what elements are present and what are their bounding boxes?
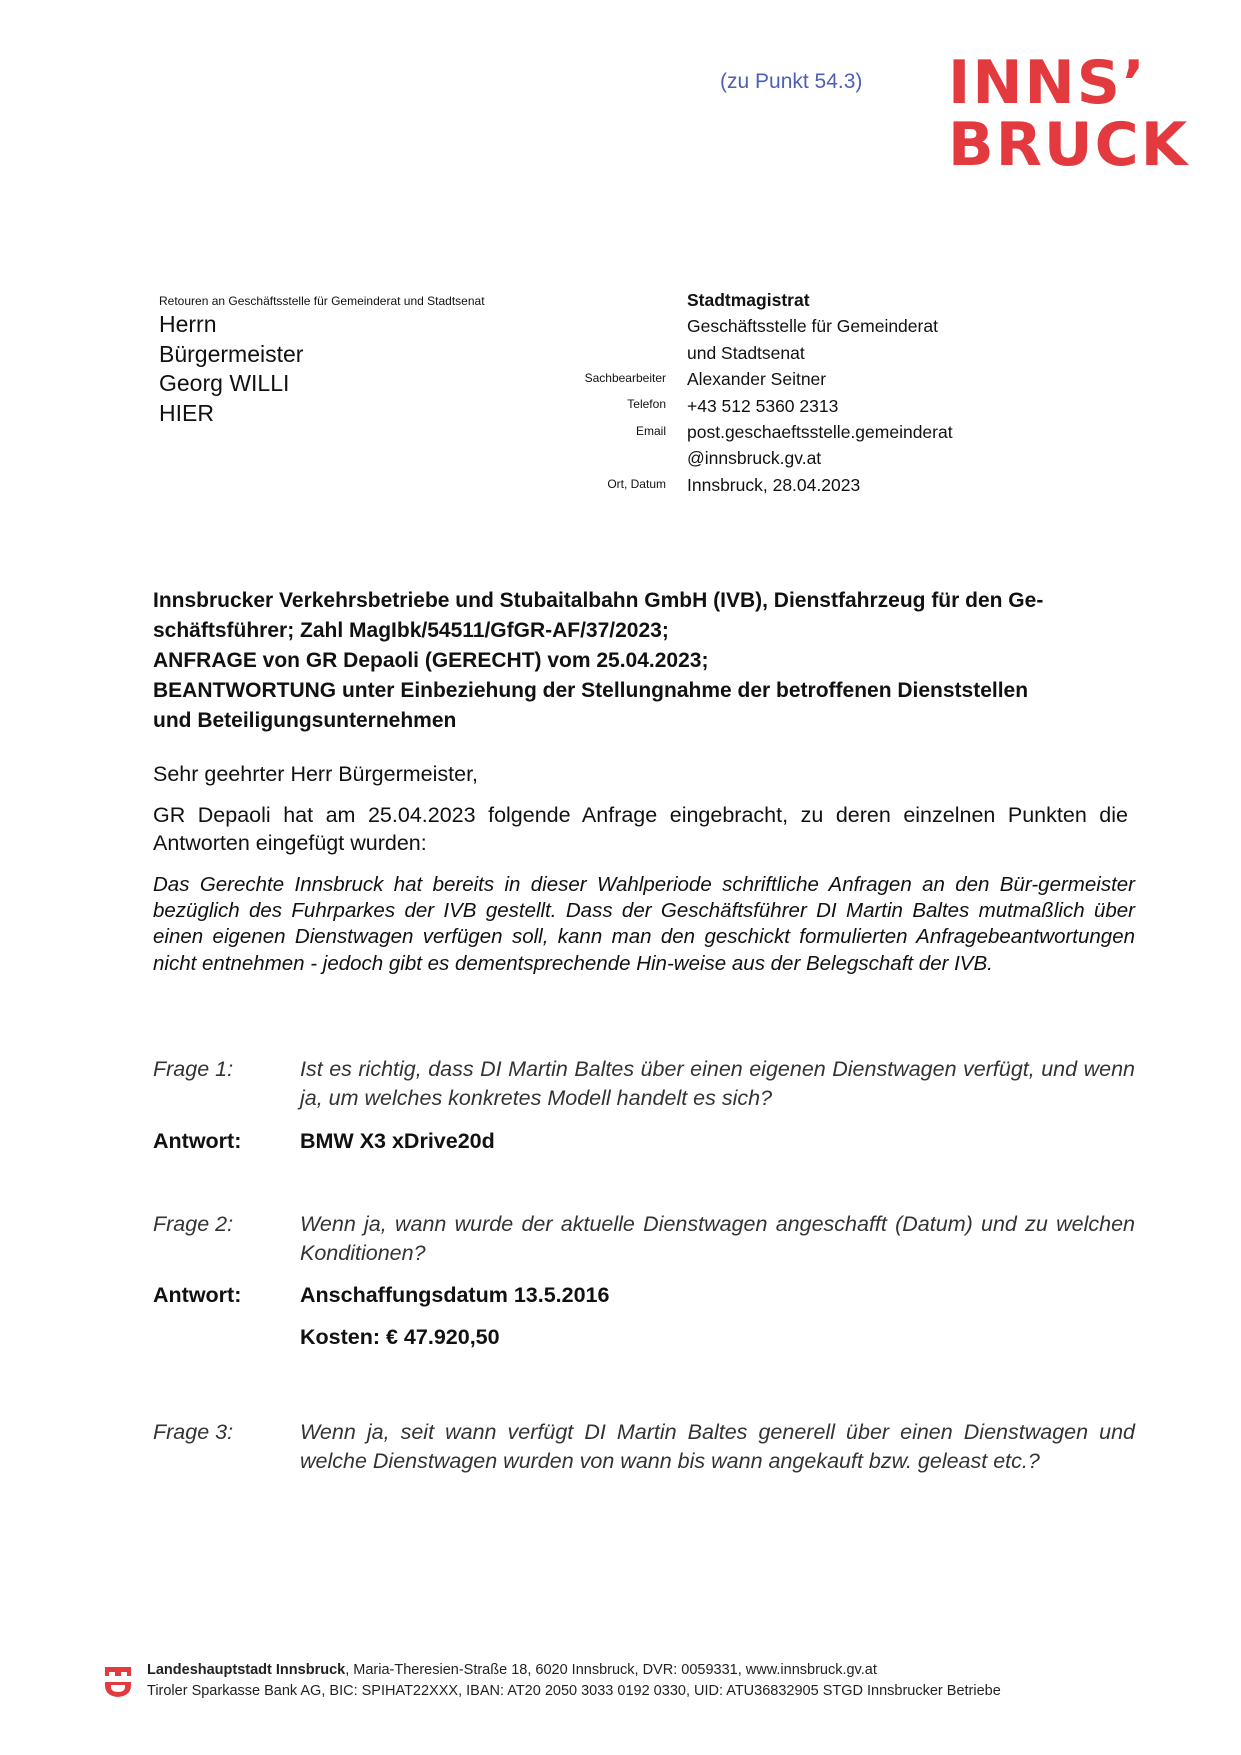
sender-department: und Stadtsenat bbox=[687, 342, 805, 363]
email-address: @innsbruck.gv.at bbox=[687, 448, 822, 469]
inquiry-quote: Das Gerechte Innsbruck hat bereits in dieser Wahlperiode schriftliche Anfragen an den Bür-germeister bezüglich des Fuhrparkes der IVB gestellt. Dass der Geschäftsführer DI Martin Baltes mutmaßlich über einen eigenen Dienstwagen verfügen soll, kann man den geschickt formulierten Anfragebeantwortungen nicht entnehmen - jedoch gibt es dementsprechende Hin-weise aus der Belegschaft der IVB. bbox=[153, 873, 1135, 975]
subject-block bbox=[153, 586, 1143, 736]
answer-text: BMW X3 xDrive20d bbox=[300, 1129, 495, 1153]
return-address-line: Retouren an Geschäftsstelle für Gemeinderat und Stadtsenat bbox=[159, 294, 485, 308]
clerk-label: Sachbearbeiter bbox=[584, 371, 666, 385]
sender-block bbox=[687, 287, 953, 498]
recipient-line: HIER bbox=[159, 399, 214, 426]
place-date-label: Ort, Datum bbox=[607, 477, 666, 491]
question-label: Frage 3: bbox=[153, 1420, 234, 1444]
answer-label: Antwort: bbox=[153, 1283, 242, 1307]
clerk-name: Alexander Seitner bbox=[687, 369, 827, 390]
answer-label: Antwort: bbox=[153, 1129, 242, 1153]
footer bbox=[147, 1660, 1001, 1702]
innsbruck-coat-of-arms-icon bbox=[103, 1663, 133, 1699]
recipient-line: Georg WILLI bbox=[159, 370, 290, 396]
question-text: Wenn ja, wann wurde der aktuelle Dienstwagen angeschafft (Datum) und zu welchen Konditionen? bbox=[300, 1212, 1135, 1265]
innsbruck-logo bbox=[948, 48, 1190, 180]
question-text: Wenn ja, seit wann verfügt DI Martin Baltes generell über einen Dienstwagen und welche Dienstwagen wurden von wann bis wann angekauft bzw. geleast etc.? bbox=[300, 1420, 1135, 1473]
footer-org: Landeshauptstadt Innsbruck bbox=[147, 1662, 346, 1678]
question-label: Frage 2: bbox=[153, 1212, 234, 1236]
email-label: Email bbox=[635, 424, 666, 438]
phone-label: Telefon bbox=[627, 397, 666, 411]
subject-line: schäftsführer; Zahl MagIbk/54511/GfGR-AF/37/2023; bbox=[153, 619, 669, 642]
intro-paragraph: GR Depaoli hat am 25.04.2023 folgende Anfrage eingebracht, zu deren einzelnen Punkten die Antworten eingefügt wurden: bbox=[153, 803, 1128, 855]
logo-line-2: BRUCK bbox=[948, 110, 1190, 180]
question-text: Ist es richtig, dass DI Martin Baltes über einen eigenen Dienstwagen verfügt, und wenn ja, um welches konkretes Modell handelt es sich? bbox=[300, 1057, 1135, 1110]
place-date: Innsbruck, 28.04.2023 bbox=[687, 474, 861, 495]
sender-organisation: Stadtmagistrat bbox=[687, 290, 810, 310]
subject-line: BEANTWORTUNG unter Einbeziehung der Stellungnahme der betroffenen Dienststellen bbox=[153, 679, 1029, 702]
answer-text: Anschaffungsdatum 13.5.2016 bbox=[300, 1283, 610, 1307]
logo-line-1: INNS’ bbox=[948, 48, 1147, 118]
salutation: Sehr geehrter Herr Bürgermeister, bbox=[153, 762, 479, 786]
reference-note: (zu Punkt 54.3) bbox=[720, 70, 863, 93]
answer-text: Kosten: € 47.920,50 bbox=[300, 1325, 500, 1349]
footer-address: , Maria-Theresien-Straße 18, 6020 Innsbruck, DVR: 0059331, www.innsbruck.gv.at bbox=[345, 1662, 877, 1678]
recipient-address bbox=[159, 310, 303, 428]
subject-line: ANFRAGE von GR Depaoli (GERECHT) vom 25.04.2023; bbox=[153, 649, 709, 672]
email-address: post.geschaeftsstelle.gemeinderat bbox=[687, 422, 953, 443]
recipient-line: Bürgermeister bbox=[159, 340, 304, 367]
subject-line: und Beteiligungsunternehmen bbox=[153, 709, 457, 732]
recipient-line: Herrn bbox=[159, 311, 217, 337]
footer-line-1 bbox=[147, 1660, 1001, 1681]
subject-line: Innsbrucker Verkehrsbetriebe und Stubaitalbahn GmbH (IVB), Dienstfahrzeug für den Ge- bbox=[153, 589, 1044, 612]
footer-line-2: Tiroler Sparkasse Bank AG, BIC: SPIHAT22XXX, IBAN: AT20 2050 3033 0192 0330, UID: ATU36832905 STGD Innsbrucker Betriebe bbox=[147, 1683, 1001, 1699]
phone-number: +43 512 5360 2313 bbox=[687, 395, 839, 416]
question-label: Frage 1: bbox=[153, 1057, 234, 1081]
sender-department: Geschäftsstelle für Gemeinderat bbox=[687, 316, 938, 337]
